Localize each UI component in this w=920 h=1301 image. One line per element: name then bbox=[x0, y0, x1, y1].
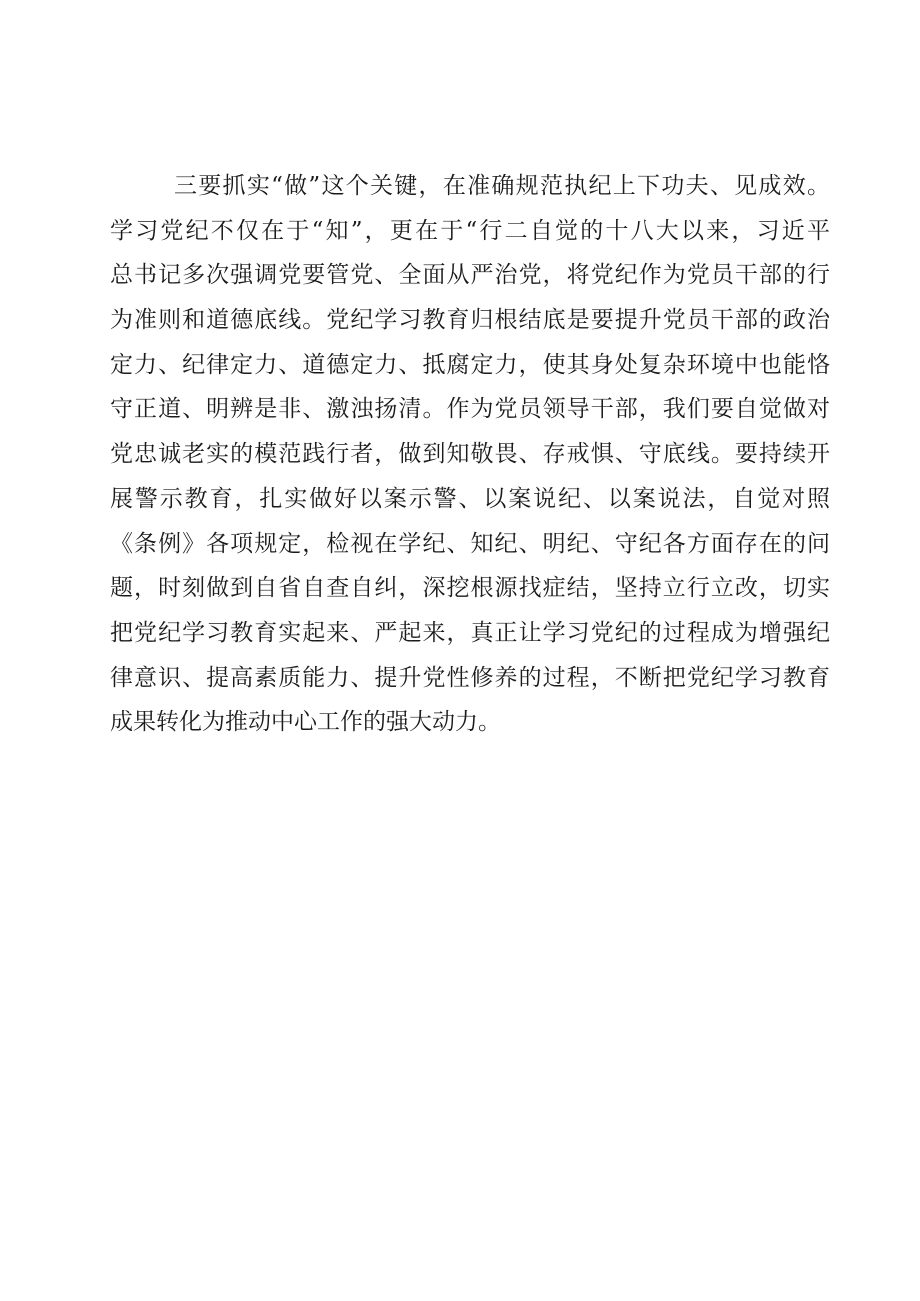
paragraph-line-5: 定力、纪律定力、道德定力、抵腐定力，使其身处复杂环境中也能恪 bbox=[110, 351, 830, 378]
paragraph-line-7: 党忠诚老实的模范践行者，做到知敬畏、存戒惧、守底线。要持续开 bbox=[110, 441, 830, 468]
paragraph-line-1: 三要抓实“做”这个关键，在准确规范执纪上下功夫、见成效。 bbox=[174, 173, 830, 199]
paragraph-line-12: 律意识、提高素质能力、提升党性修养的过程，不断把党纪学习教育 bbox=[110, 664, 830, 691]
paragraph-line-2: 学习党纪不仅在于“知”，更在于“行二自觉的十八大以来，习近平 bbox=[110, 217, 830, 244]
paragraph-line-11: 把党纪学习教育实起来、严起来，真正让学习党纪的过程成为增强纪 bbox=[110, 619, 830, 646]
paragraph-line-3: 总书记多次强调党要管党、全面从严治党，将党纪作为党员干部的行 bbox=[110, 262, 830, 289]
paragraph-line-9: 《条例》各项规定，检视在学纪、知纪、明纪、守纪各方面存在的问 bbox=[110, 530, 830, 557]
paragraph-line-10: 题，时刻做到自省自查自纠，深挖根源找症结，坚持立行立改，切实 bbox=[110, 575, 830, 602]
paragraph-line-4: 为准则和道德底线。党纪学习教育归根结底是要提升党员干部的政治 bbox=[110, 307, 830, 334]
body-paragraph bbox=[110, 164, 830, 745]
paragraph-line-8: 展警示教育，扎实做好以案示警、以案说纪、以案说法，自觉对照 bbox=[110, 485, 830, 512]
paragraph-line-13: 成果转化为推动中心工作的强大动力。 bbox=[110, 709, 501, 736]
paragraph-line-6: 守正道、明辨是非、激浊扬清。作为党员领导干部，我们要自觉做对 bbox=[110, 396, 830, 423]
